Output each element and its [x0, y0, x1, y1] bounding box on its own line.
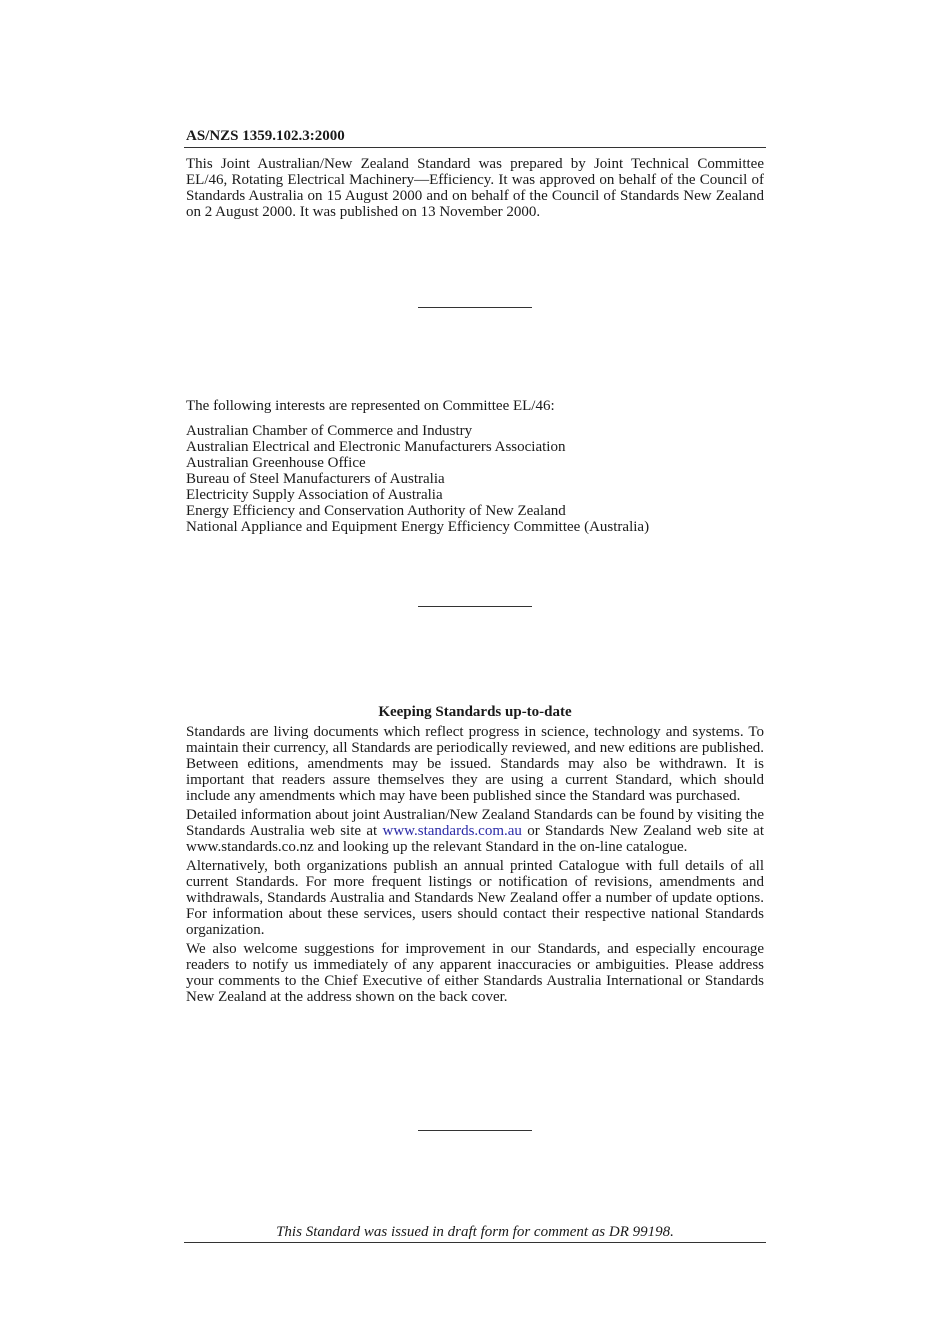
- paragraph-text: Detailed information about joint Australian/New Zealand Standards can be found by visiting the Standards Australia web site at: [186, 807, 764, 839]
- list-item: Australian Chamber of Commerce and Industry: [186, 423, 473, 439]
- keeping-paragraph-4: We also welcome suggestions for improvement in our Standards, and especially encourage readers to notify us immediately of any apparent inaccuracies or ambiguities. Please address your comments to the Chief Executive of either Standards Australia International or Standards New Zealand at the address shown on the back cover.: [186, 941, 764, 1005]
- section-divider: [418, 307, 532, 308]
- section-divider: [418, 1130, 532, 1131]
- list-item: Electricity Supply Association of Australia: [186, 487, 443, 503]
- keeping-standards-body: [186, 724, 764, 1008]
- keeping-paragraph-3: Alternatively, both organizations publish an annual printed Catalogue with full details of all current Standards. For more frequent listings or notification of revisions, amendments and withdrawals, Standards Australia and Standards New Zealand offer a number of update options. For information about these services, users should contact their respective national Standards organization.: [186, 858, 764, 938]
- standard-designation: AS/NZS 1359.102.3:2000: [186, 128, 345, 144]
- list-item: Australian Greenhouse Office: [186, 455, 366, 471]
- preparation-statement: [186, 156, 764, 220]
- list-item: National Appliance and Equipment Energy Efficiency Committee (Australia): [186, 519, 650, 535]
- keeping-paragraph-2: [186, 807, 764, 855]
- section-divider: [418, 606, 532, 607]
- interests-list: [186, 423, 764, 535]
- keeping-paragraph-1: Standards are living documents which reflect progress in science, technology and systems. To maintain their currency, all Standards are periodically reviewed, and new editions are published. Between editions, amendments may be issued. Standards may also be withdrawn. It is important that readers assure themselves they are using a current Standard, which should include any amendments which may have been published since the Standard was purchased.: [186, 724, 764, 804]
- interests-lead: [186, 398, 764, 414]
- paragraph-text: or Standards New Zealand web site at www.standards.co.nz and looking up the relevant Standard in the on-line catalogue.: [186, 823, 764, 855]
- keeping-standards-heading: Keeping Standards up-to-date: [378, 704, 572, 720]
- list-item: Australian Electrical and Electronic Manufacturers Association: [186, 439, 566, 455]
- list-item: Bureau of Steel Manufacturers of Australia: [186, 471, 445, 487]
- list-item: Energy Efficiency and Conservation Authority of New Zealand: [186, 503, 566, 519]
- interests-lead-text: The following interests are represented on Committee EL/46:: [186, 398, 555, 414]
- standards-australia-link[interactable]: www.standards.com.au: [382, 823, 522, 839]
- standard-designation-header: [184, 127, 766, 148]
- draft-note-footer: This Standard was issued in draft form for comment as DR 99198.: [184, 1224, 766, 1243]
- preparation-text: This Joint Australian/New Zealand Standard was prepared by Joint Technical Committee EL/46, Rotating Electrical Machinery—Efficiency. It was approved on behalf of the Council of Standards Australia on 15 August 2000 and on behalf of the Council of Standards New Zealand on 2 August 2000. It was published on 13 November 2000.: [186, 156, 764, 220]
